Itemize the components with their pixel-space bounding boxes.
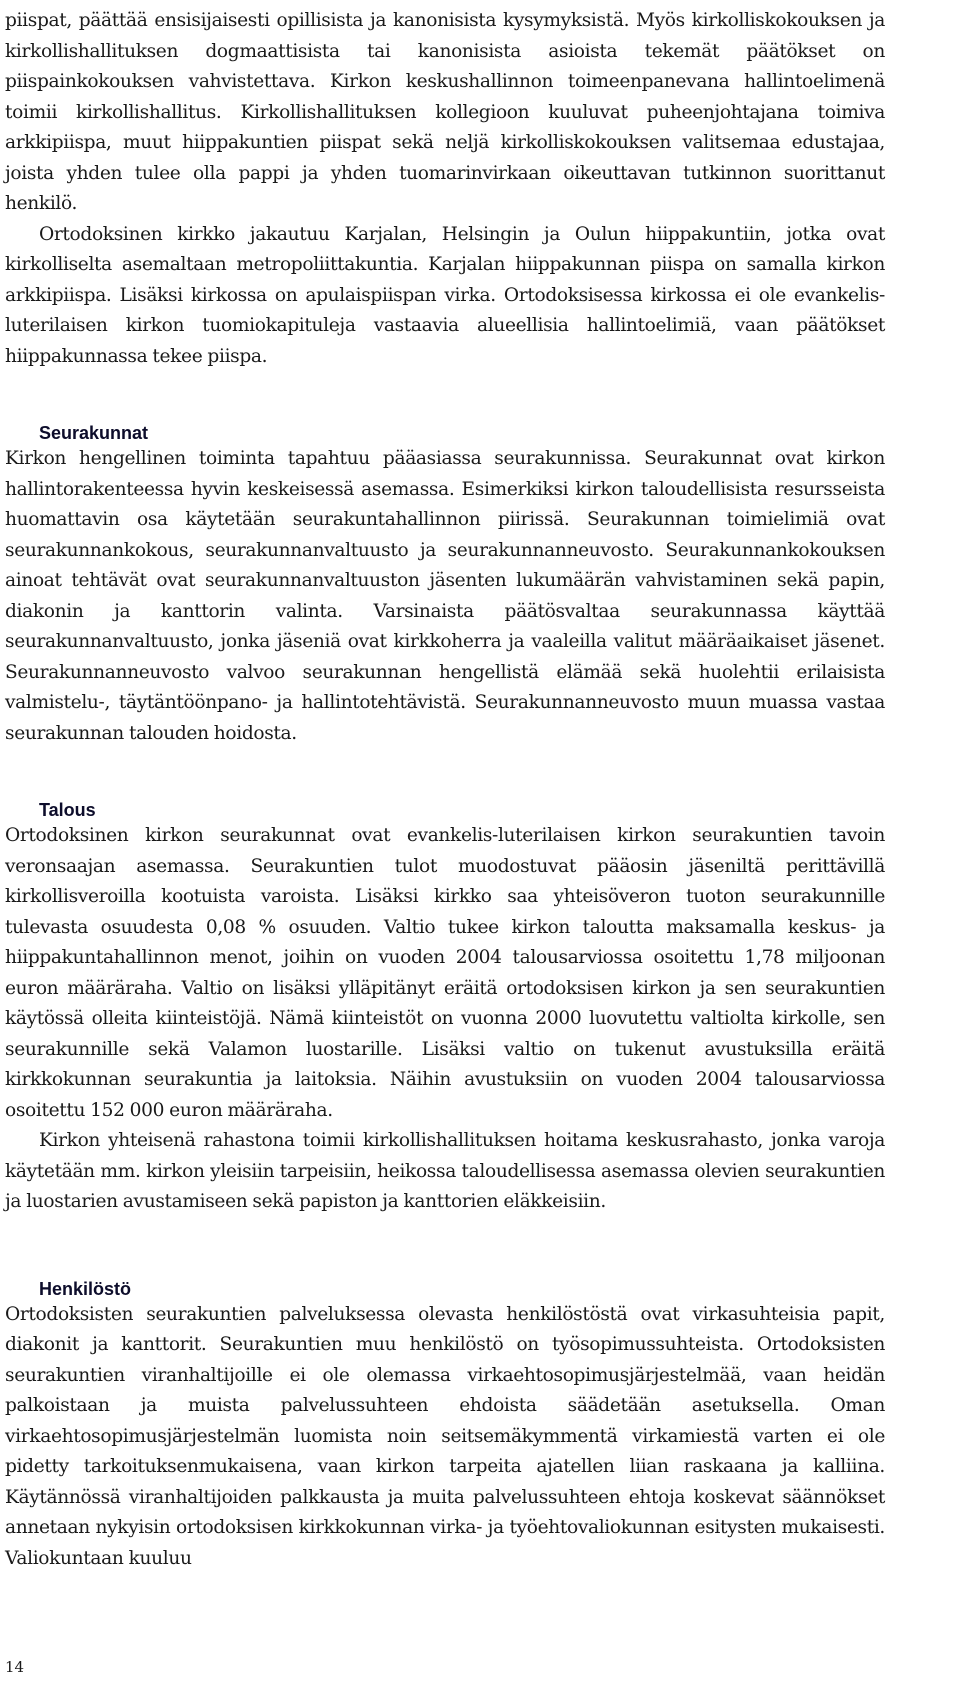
intro-paragraph-2: Ortodoksinen kirkko jakautuu Karjalan, Helsingin ja Oulun hiippakuntiin, jotka ovat kirkolliselta asemaltaan metropoliittakuntia. Karjalan hiippakunnan piispa on samalla kirkon arkkipiispa. Lisäksi kirkossa on apulaispiispan virka. Ortodoksisessa kirkossa ei ole evankelis-luterilaisen kirkon tuomiokapituleja vastaavia alueellisia hallintoelimiä, vaan päätökset hiippakunnassa tekee piispa. (5, 223, 885, 367)
intro-paragraph-1: piispat, päättää ensisijaisesti opillisista ja kanonisista kysymyksistä. Myös kirkolliskokouksen ja kirkollishallituksen dogmaattisista tai kanonisista asioista tekemät päätökset on piispainkokouksen vahvistettava. Kirkon keskushallinnon toimeenpanevana hallintoelimenä toimii kirkollishallitus. Kirkollishallituksen kollegioon kuuluvat puheenjohtajana toimiva arkkipiispa, muut hiippakuntien piispat sekä neljä kirkolliskokouksen valitsemaa edustajaa, joista yhden tulee olla pappi ja yhden tuomarinvirkaan oikeuttavan tutkinnon suorittanut henkilö. (5, 10, 885, 214)
section-talous (5, 799, 885, 1218)
section-heading: Henkilöstö (39, 1278, 132, 1299)
section-heading: Seurakunnat (39, 423, 149, 443)
section-paragraph: Kirkon yhteisenä rahastona toimii kirkollishallituksen hoitama keskusrahasto, jonka varoja käytetään mm. kirkon yleisiin tarpeisiin, heikossa taloudellisessa asemassa olevien seurakuntien ja luostarien avustamiseen sekä papiston ja kanttorien eläkkeisiin. (5, 1130, 885, 1212)
section-henkilosto (5, 1278, 885, 1575)
section-heading: Talous (39, 800, 96, 820)
section-paragraph: Ortodoksinen kirkon seurakunnat ovat evankelis-luterilaisen kirkon seurakuntien tavoin veronsaajan asemassa. Seurakuntien tulot muodostuvat pääosin jäseniltä perittävillä kirkollisveroilla kootuista varoista. Lisäksi kirkko saa yhteisöveron tuoton seurakunnille tulevasta osuudesta 0,08 % osuuden. Valtio tukee kirkon taloutta maksamalla keskus- ja hiippakuntahallinnon menot, joihin on vuoden 2004 talousarviossa osoitettu 1,78 miljoonan euron määräraha. Valtio on lisäksi ylläpitänyt eräitä ortodoksisen kirkon ja sen seurakuntien käytössä olleita kiinteistöjä. Nämä kiinteistöt on vuonna 2000 luovutettu valtiolta kirkolle, sen seurakunnille sekä Valamon luostarille. Lisäksi valtio on tukenut avustuksilla eräitä kirkkokunnan seurakuntia ja laitoksia. Näihin avustuksiin on vuoden 2004 talousarviossa osoitettu 152 000 euron määräraha. (5, 825, 885, 1121)
section-paragraph: Ortodoksisten seurakuntien palveluksessa olevasta henkilöstöstä ovat virkasuhteisia papit, diakonit ja kanttorit. Seurakuntien muu henkilöstö on työsopimussuhteista. Ortodoksisten seurakuntien viranhaltijoille ei ole olemassa virkaehtosopimusjärjestelmää, vaan heidän palkoistaan ja muista palvelussuhteen ehdoista säädetään asetuksella. Oman virkaehtosopimusjärjestelmän luomista noin seitsemäkymmentä virkamiestä varten ei ole pidetty tarkoituksenmukaisena, vaan kirkon tarpeita ajatellen liian raskaana ja kalliina. Käytännössä viranhaltijoiden palkkausta ja muita palvelussuhteen ehtoja koskevat säännökset annetaan nykyisin ortodoksisen kirkkokunnan virka- ja työehtovaliokunnan esitysten mukaisesti. Valiokuntaan kuuluu (5, 1303, 885, 1569)
section-paragraph: Kirkon hengellinen toiminta tapahtuu pääasiassa seurakunnissa. Seurakunnat ovat kirkon hallintorakenteessa hyvin keskeisessä asemassa. Esimerkiksi kirkon taloudellisista resursseista huomattavin osa käytetään seurakuntahallinnon piirissä. Seurakunnan toimielimiä ovat seurakunnankokous, seurakunnanvaltuusto ja seurakunnanneuvosto. Seurakunnankokouksen ainoat tehtävät ovat seurakunnanvaltuuston jäsenten lukumäärän vahvistaminen sekä papin, diakonin ja kanttorin valinta. Varsinaista päätösvaltaa seurakunnassa käyttää seurakunnanvaltuusto, jonka jäseniä ovat kirkkoherra ja vaaleilla valitut määräaikaiset jäsenet. Seurakunnanneuvosto valvoo seurakunnan hengellistä elämää sekä huolehtii erilaisista valmistelu-, täytäntöönpano- ja hallintotehtävistä. Seurakunnanneuvosto muun muassa vastaa seurakunnan talouden hoidosta. (5, 448, 885, 744)
section-seurakunnat (5, 422, 885, 749)
page-number: 14 (5, 1658, 25, 1676)
document-page (5, 6, 885, 1574)
